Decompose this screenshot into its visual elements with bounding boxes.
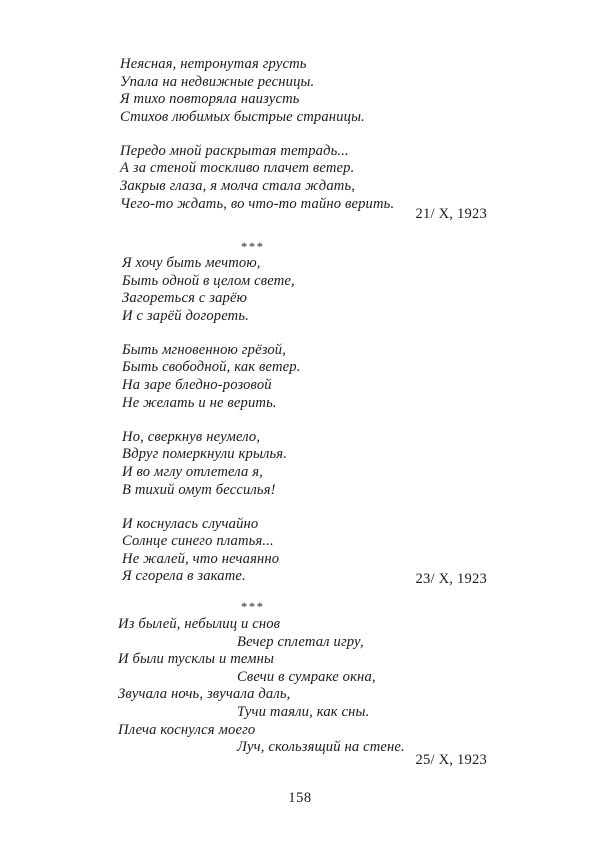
asterisk-separator-icon: *** <box>241 240 265 254</box>
poem-line: Я сгорела в закате. <box>122 568 246 585</box>
poem-line: На заре бледно-розовой <box>122 377 272 394</box>
poem-line: Вдруг померкнули крылья. <box>122 446 288 463</box>
stanza <box>120 56 540 126</box>
poem-line: Но, сверкнув неумело, <box>122 428 261 445</box>
poem-line: Я хочу быть мечтою, <box>122 255 261 271</box>
poem-line: Тучи таяли, как сны. <box>237 703 370 720</box>
page-number: 158 <box>288 790 312 806</box>
stanza <box>122 342 542 412</box>
poem-line: И во мглу отлетела я, <box>122 463 263 480</box>
poem-block <box>122 255 542 586</box>
poem-line: Вечер сплетал игру, <box>237 633 364 650</box>
poem-line: Не желать и не верить. <box>122 394 277 411</box>
poem-block <box>120 56 540 213</box>
poem-date: 21/ X, 1923 <box>415 206 487 222</box>
poem-line: Быть свободной, как ветер. <box>122 359 301 376</box>
poem-line: Передо мной раскрытая тетрадь... <box>120 142 349 159</box>
poem-line: Плеча коснулся моего <box>118 721 256 738</box>
poem-line: Из былей, небылиц и снов <box>118 616 281 632</box>
poem-line: А за стеной тоскливо плачет ветер. <box>120 160 355 177</box>
poem-line: Закрыв глаза, я молча стала ждать, <box>120 178 356 195</box>
poem-date: 25/ X, 1923 <box>415 752 487 768</box>
poem-line: Солнце синего платья... <box>122 533 274 550</box>
poem-line: Загореться с зарёю <box>122 290 248 307</box>
stanza <box>118 616 538 757</box>
poem-line: И с зарёй догореть. <box>122 307 249 324</box>
poem-line: Луч, скользящий на стене. <box>237 739 405 756</box>
stanza <box>120 143 540 213</box>
asterisk-separator-icon: *** <box>241 600 265 614</box>
stanza <box>122 255 542 325</box>
poem-line: И были тусклы и темны <box>118 651 275 668</box>
poem-line: Не жалей, что нечаянно <box>122 550 280 567</box>
poem-line: Неясная, нетронутая грусть <box>120 56 307 72</box>
poem-line: Быть мгновенною грёзой, <box>122 341 287 358</box>
poem-line: Быть одной в целом свете, <box>122 272 295 289</box>
poem-date: 23/ X, 1923 <box>415 571 487 587</box>
poem-line: Стихов любимых быстрые страницы. <box>120 108 365 125</box>
poem-line: Я тихо повторяла наизусть <box>120 91 300 108</box>
poem-block <box>118 616 538 757</box>
poem-line: В тихий омут бессилья! <box>122 481 276 498</box>
stanza <box>122 429 542 499</box>
poem-line: Свечи в сумраке окна, <box>237 668 376 685</box>
poem-line: Упала на недвижные ресницы. <box>120 73 315 90</box>
poem-line: Чего-то ждать, во что-то тайно верить. <box>120 195 395 212</box>
poem-line: Звучала ночь, звучала даль, <box>118 686 291 703</box>
poem-line: И коснулась случайно <box>122 515 259 532</box>
